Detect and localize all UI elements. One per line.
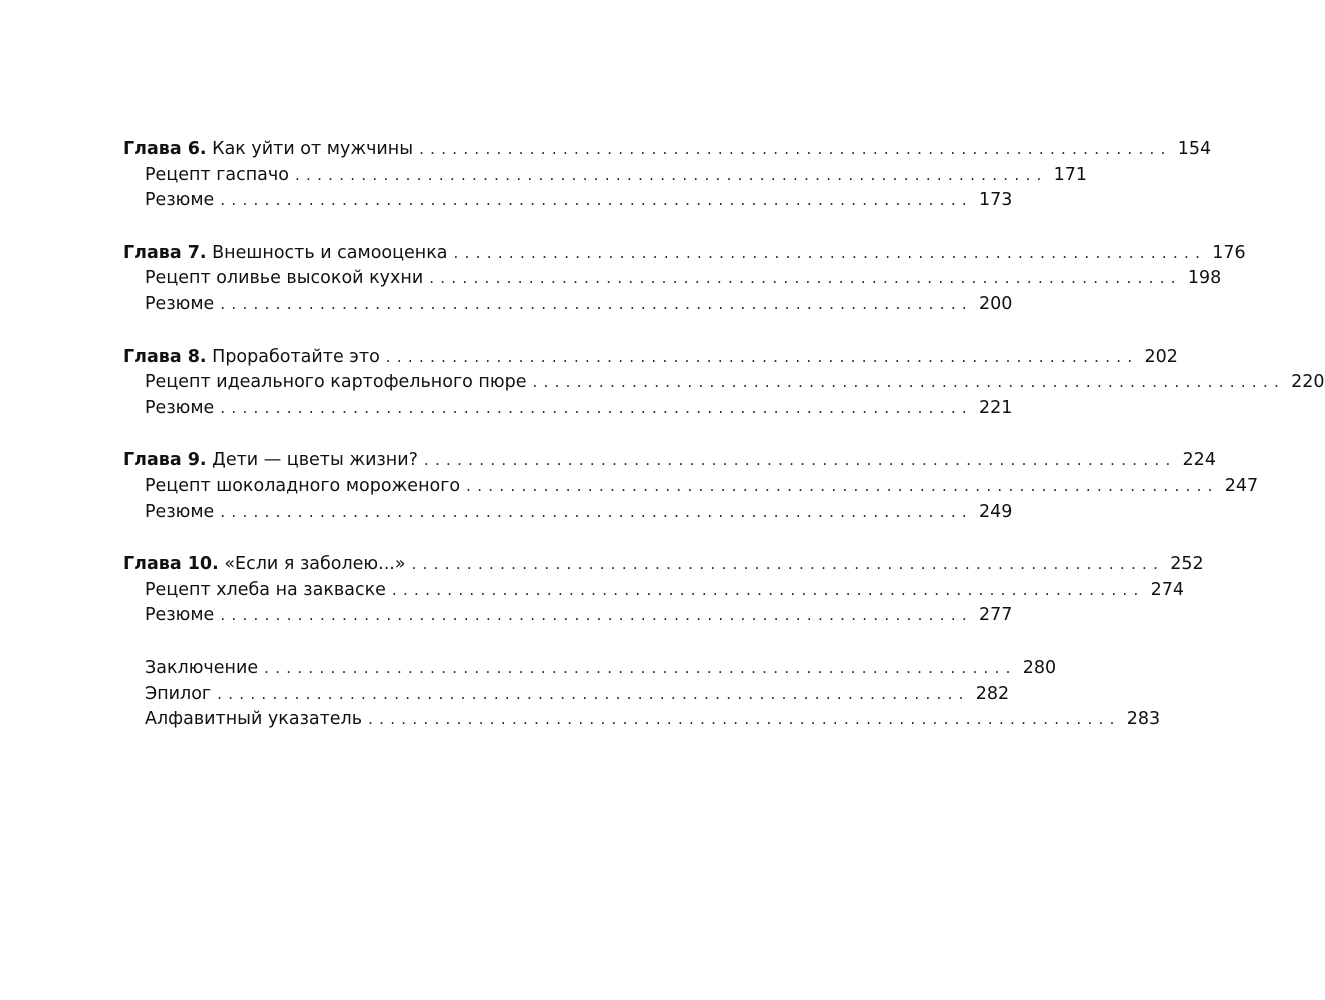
chapter-heading[interactable] (123, 448, 1216, 474)
page-number: 247 (1224, 475, 1259, 496)
page-number: 154 (1177, 139, 1212, 159)
page-number: 202 (1144, 346, 1178, 367)
dot-leader: .................................................................... (532, 373, 1286, 392)
toc-entry[interactable] (123, 396, 1013, 422)
dot-leader: .................................................................... (385, 347, 1139, 366)
chapter-title: «Если я заболею...» (224, 554, 406, 575)
dot-leader: .................................................................... (423, 451, 1177, 470)
page-number: 220 (1291, 372, 1325, 393)
chapter-label: Глава 10. (123, 554, 219, 575)
page-number: 221 (978, 397, 1013, 418)
chapter-label: Глава 9. (123, 450, 207, 471)
dot-leader: .................................................................... (368, 710, 1121, 729)
entry-title: Резюме (145, 501, 215, 522)
chapter-title: Дети — цветы жизни? (212, 450, 418, 471)
entry-title: Алфавитный указатель (145, 709, 363, 730)
table-of-contents (123, 137, 1325, 760)
chapter-6 (123, 137, 1212, 214)
chapter-label: Глава 7. (123, 242, 207, 263)
chapter-title: Внешность и самооценка (212, 242, 448, 263)
dot-leader: .................................................................... (220, 191, 973, 210)
toc-entry[interactable] (123, 656, 1057, 682)
chapter-9 (123, 448, 1259, 525)
entry-title: Рецепт оливье высокой кухни (145, 268, 424, 289)
dot-leader: .................................................................... (217, 684, 970, 703)
entry-title: Резюме (145, 293, 215, 314)
toc-entry[interactable] (123, 266, 1222, 292)
chapter-10 (123, 552, 1204, 629)
chapter-heading[interactable] (123, 137, 1212, 163)
toc-entry[interactable] (123, 292, 1013, 318)
dot-leader: .................................................................... (220, 606, 973, 625)
toc-entry[interactable] (123, 474, 1259, 500)
page-number: 249 (978, 501, 1013, 522)
dot-leader: .................................................................... (220, 398, 973, 417)
back-matter (123, 656, 1161, 733)
entry-title: Рецепт хлеба на закваске (145, 579, 386, 600)
chapter-8 (123, 345, 1325, 422)
chapter-title: Проработайте это (212, 346, 380, 367)
dot-leader: .................................................................... (466, 476, 1219, 495)
entry-title: Эпилог (145, 683, 212, 704)
toc-entry[interactable] (123, 163, 1087, 189)
page-number: 171 (1053, 164, 1087, 185)
toc-entry[interactable] (123, 603, 1013, 629)
dot-leader: .................................................................... (411, 555, 1165, 574)
chapter-label: Глава 8. (123, 346, 207, 367)
chapter-heading[interactable] (123, 552, 1204, 578)
page-number: 274 (1150, 579, 1184, 600)
dot-leader: .................................................................... (220, 294, 973, 313)
chapter-heading[interactable] (123, 345, 1178, 371)
page-number: 277 (978, 605, 1013, 626)
entry-title: Заключение (145, 657, 259, 678)
dot-leader: .................................................................... (264, 658, 1017, 677)
toc-entry[interactable] (123, 370, 1325, 396)
dot-leader: .................................................................... (453, 243, 1207, 262)
entry-title: Рецепт идеального картофельного пюре (145, 372, 527, 393)
page-number: 280 (1022, 657, 1057, 678)
page-number: 173 (978, 190, 1013, 211)
page-number: 224 (1182, 450, 1216, 471)
dot-leader: .................................................................... (429, 269, 1182, 288)
toc-entry[interactable] (123, 707, 1161, 733)
page-number: 282 (975, 683, 1010, 704)
dot-leader: .................................................................... (419, 140, 1172, 158)
entry-title: Рецепт гаспачо (145, 164, 289, 185)
entry-title: Рецепт шоколадного мороженого (145, 475, 461, 496)
entry-title: Резюме (145, 397, 215, 418)
page-number: 176 (1212, 242, 1246, 263)
toc-entry[interactable] (123, 682, 1010, 708)
page-number: 200 (978, 293, 1013, 314)
dot-leader: .................................................................... (294, 165, 1048, 184)
entry-title: Резюме (145, 605, 215, 626)
page-number: 198 (1187, 268, 1222, 289)
toc-entry[interactable] (123, 578, 1184, 604)
page-number: 283 (1126, 709, 1161, 730)
chapter-7 (123, 241, 1246, 318)
chapter-heading[interactable] (123, 241, 1246, 267)
chapter-label: Глава 6. (123, 139, 207, 159)
dot-leader: .................................................................... (220, 502, 973, 521)
entry-title: Резюме (145, 190, 215, 211)
chapter-title: Как уйти от мужчины (212, 139, 414, 159)
page-number: 252 (1170, 554, 1204, 575)
toc-entry[interactable] (123, 500, 1013, 526)
dot-leader: .................................................................... (391, 580, 1145, 599)
toc-entry[interactable] (123, 188, 1013, 214)
